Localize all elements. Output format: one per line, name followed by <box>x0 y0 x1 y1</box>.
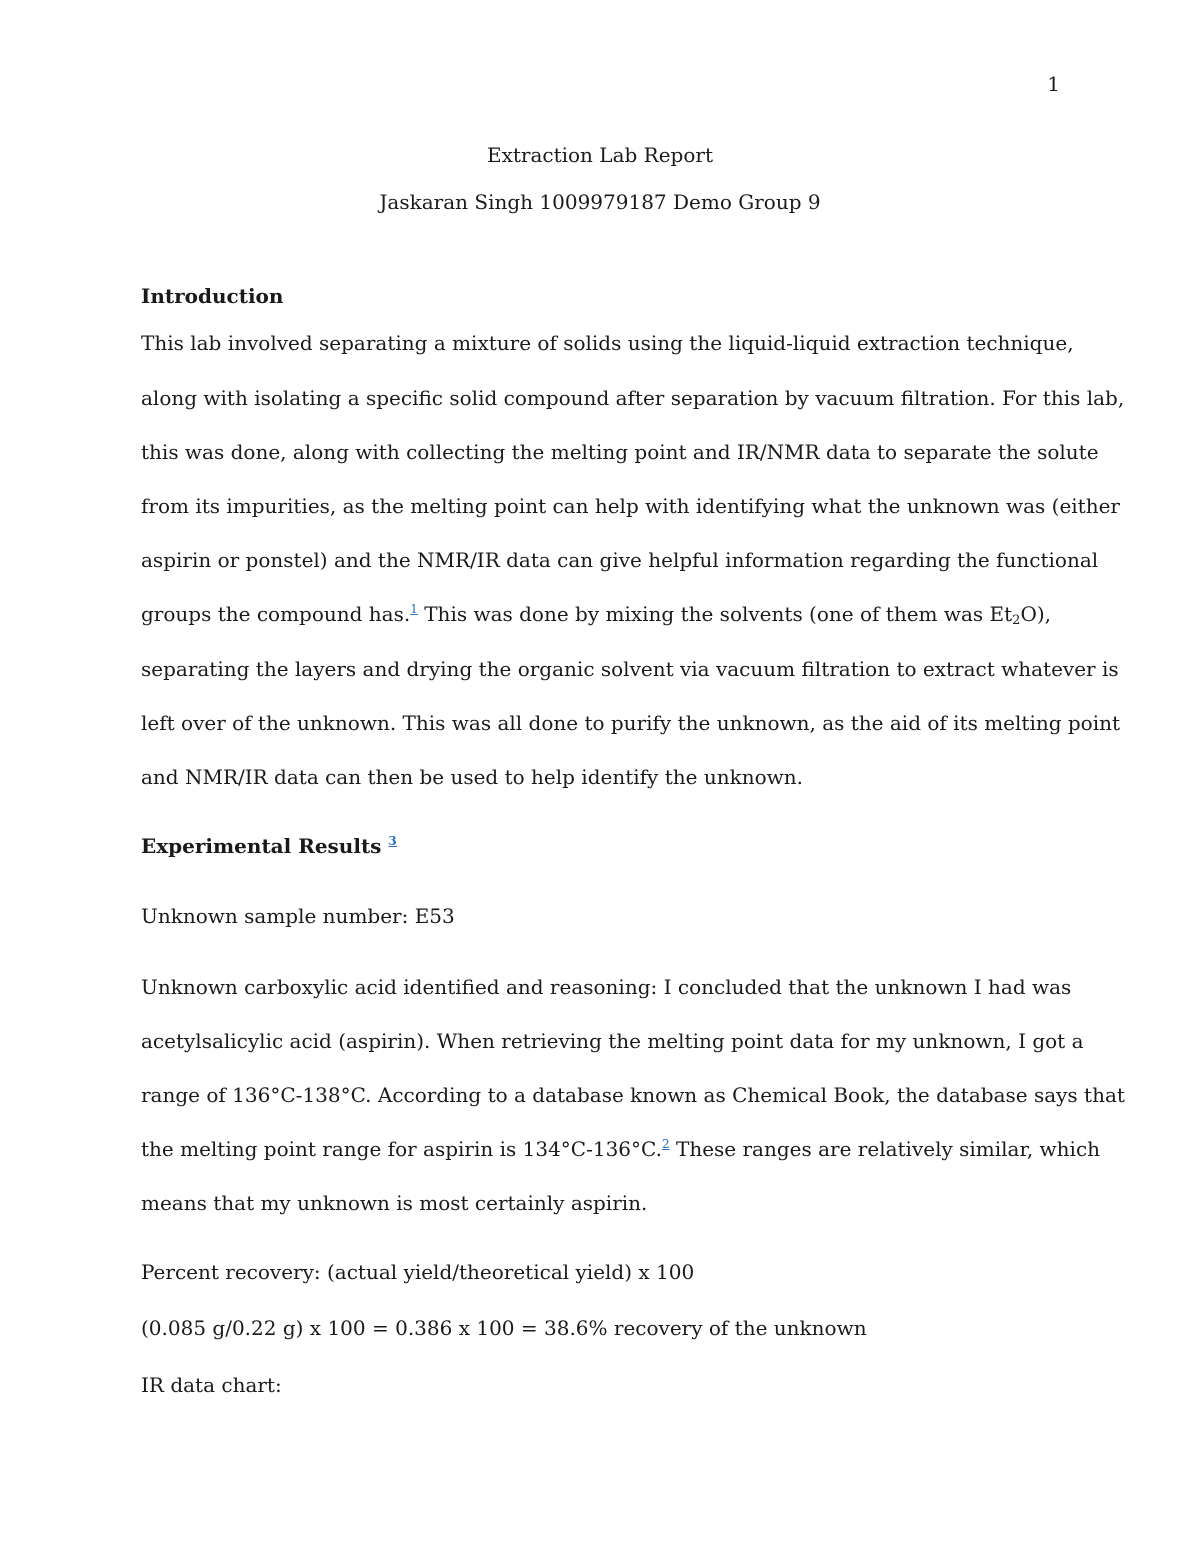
reason-line: range of 136°C-138°C. According to a database known as Chemical Book, the database says that <box>141 1083 1125 1107</box>
footnote-link[interactable]: 2 <box>661 1137 670 1151</box>
experimental-heading-text: Experimental Results <box>141 834 382 858</box>
recovery-calculation: (0.085 g/0.22 g) x 100 = 0.386 x 100 = 38.6% recovery of the unknown <box>141 1316 867 1340</box>
introduction-heading: Introduction <box>141 284 284 308</box>
intro-line: aspirin or ponstel) and the NMR/IR data can give helpful information regarding the functional <box>141 548 1099 572</box>
report-title: Extraction Lab Report <box>486 143 713 167</box>
intro-line: left over of the unknown. This was all done to purify the unknown, as the aid of its melting point <box>141 711 1121 735</box>
footnote-link[interactable]: 3 <box>388 834 397 848</box>
subscript: 2 <box>1012 613 1021 628</box>
author-line: Jaskaran Singh 1009979187 Demo Group 9 <box>379 190 821 214</box>
intro-line: and NMR/IR data can then be used to help identify the unknown. <box>141 765 803 789</box>
reason-line: Unknown carboxylic acid identified and reasoning: I concluded that the unknown I had was <box>141 975 1072 999</box>
reason-line: means that my unknown is most certainly aspirin. <box>141 1191 648 1215</box>
intro-text: groups the compound has. <box>141 602 411 626</box>
intro-line: separating the layers and drying the organic solvent via vacuum filtration to extract whatever is <box>141 657 1119 681</box>
reason-line: acetylsalicylic acid (aspirin). When retrieving the melting point data for my unknown, I got a <box>141 1029 1084 1053</box>
intro-text: O), <box>1020 602 1051 626</box>
intro-text: This was done by mixing the solvents (one of them was Et <box>417 602 1013 626</box>
footnote-link[interactable]: 1 <box>410 602 418 616</box>
page-number: 1 <box>1047 72 1060 96</box>
intro-line <box>141 602 1051 628</box>
reason-text: the melting point range for aspirin is 134°C-136°C. <box>141 1137 662 1161</box>
percent-recovery: Percent recovery: (actual yield/theoretical yield) x 100 <box>141 1260 695 1284</box>
sample-number: Unknown sample number: E53 <box>141 904 455 928</box>
reason-line <box>141 1137 1100 1161</box>
reason-text: These ranges are relatively similar, which <box>669 1137 1101 1161</box>
intro-line: This lab involved separating a mixture of solids using the liquid-liquid extraction technique, <box>141 331 1074 355</box>
experimental-heading <box>141 834 397 858</box>
intro-line: from its impurities, as the melting point can help with identifying what the unknown was (either <box>141 494 1120 518</box>
intro-line: this was done, along with collecting the melting point and IR/NMR data to separate the solute <box>141 440 1099 464</box>
ir-chart-label: IR data chart: <box>141 1373 282 1397</box>
intro-line: along with isolating a specific solid compound after separation by vacuum filtration. For this lab, <box>141 386 1125 410</box>
